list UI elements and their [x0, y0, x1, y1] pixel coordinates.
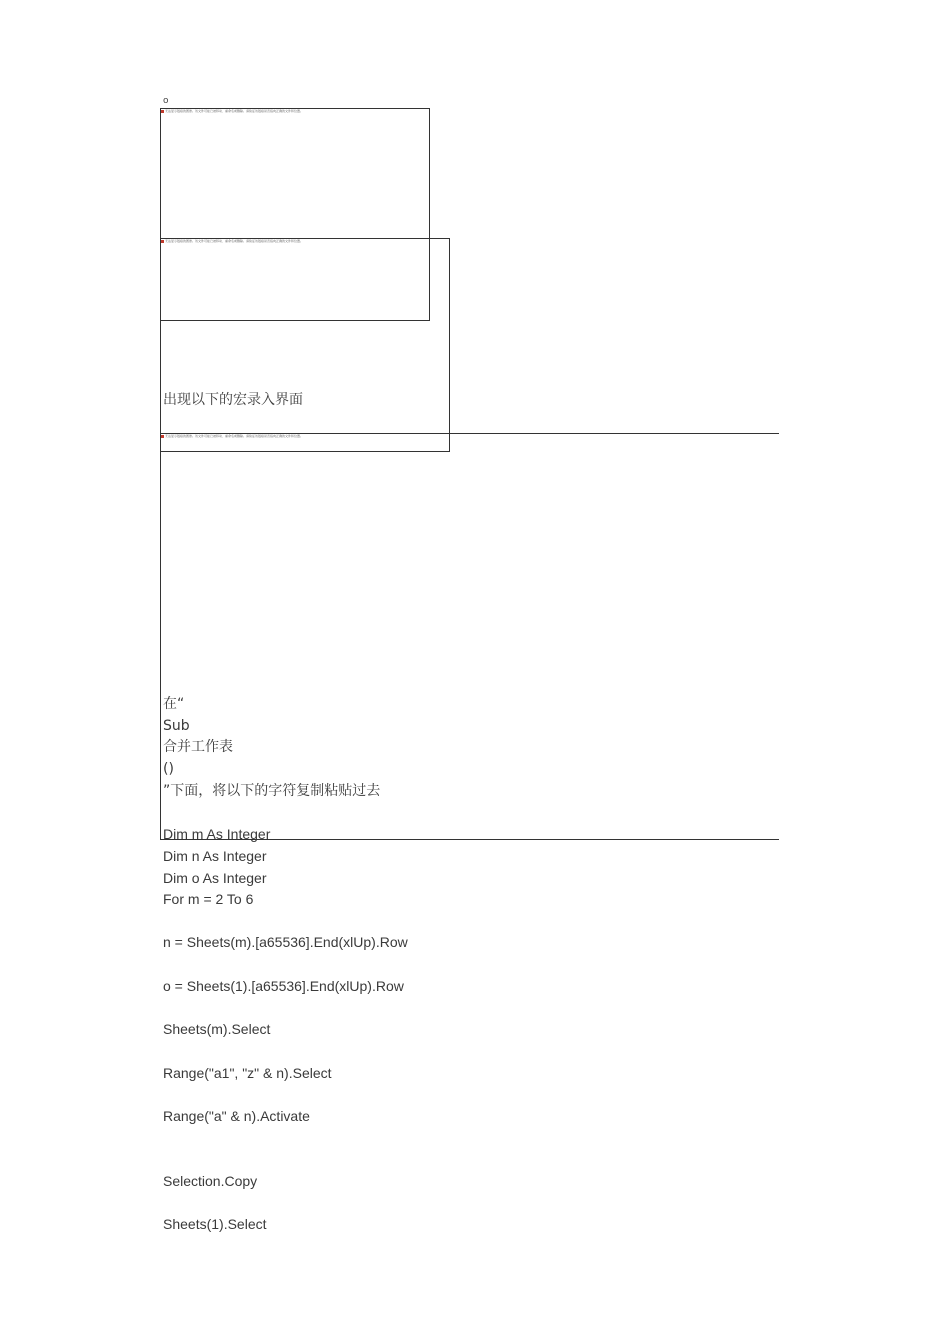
- broken-image-icon: [161, 435, 164, 438]
- instruction-line-1: 在“: [163, 696, 185, 712]
- broken-image-icon: [161, 240, 164, 243]
- code-line: For m = 2 To 6: [163, 891, 254, 907]
- intro-text: 出现以下的宏录入界面: [163, 392, 303, 408]
- code-line: Range("a1", "z" & n).Select: [163, 1065, 332, 1081]
- broken-image-icon: [161, 110, 164, 113]
- code-line: Sheets(m).Select: [163, 1021, 271, 1037]
- bullet-mark: o: [163, 96, 169, 106]
- broken-image-frame-3-left: [160, 433, 161, 840]
- code-line: n = Sheets(m).[a65536].End(xlUp).Row: [163, 934, 408, 950]
- broken-image-caption-2: 无法显示链接的图像。该文件可能已被移动、重命名或删除。请验证该链接是否指向正确的文件和位置。: [161, 239, 303, 243]
- broken-image-caption-3: 无法显示链接的图像。该文件可能已被移动、重命名或删除。请验证该链接是否指向正确的文件和位置。: [161, 434, 303, 438]
- code-line: o = Sheets(1).[a65536].End(xlUp).Row: [163, 978, 404, 994]
- code-line: Dim o As Integer: [163, 870, 267, 886]
- instruction-line-3: 合并工作表: [163, 739, 233, 755]
- instruction-line-2: Sub: [163, 718, 190, 734]
- code-line: Selection.Copy: [163, 1173, 258, 1189]
- instruction-line-4: (): [163, 761, 174, 777]
- code-line: Sheets(1).Select: [163, 1216, 267, 1232]
- broken-image-caption-1: 无法显示链接的图像。该文件可能已被移动、重命名或删除。请验证该链接是否指向正确的文件和位置。: [161, 109, 303, 113]
- code-line: Dim m As Integer: [163, 826, 271, 842]
- code-line: Range("a" & n).Activate: [163, 1108, 310, 1124]
- code-line: Dim n As Integer: [163, 848, 267, 864]
- instruction-line-5: ”下面，将以下的字符复制粘贴过去: [163, 783, 381, 799]
- broken-image-frame-2: [160, 238, 450, 452]
